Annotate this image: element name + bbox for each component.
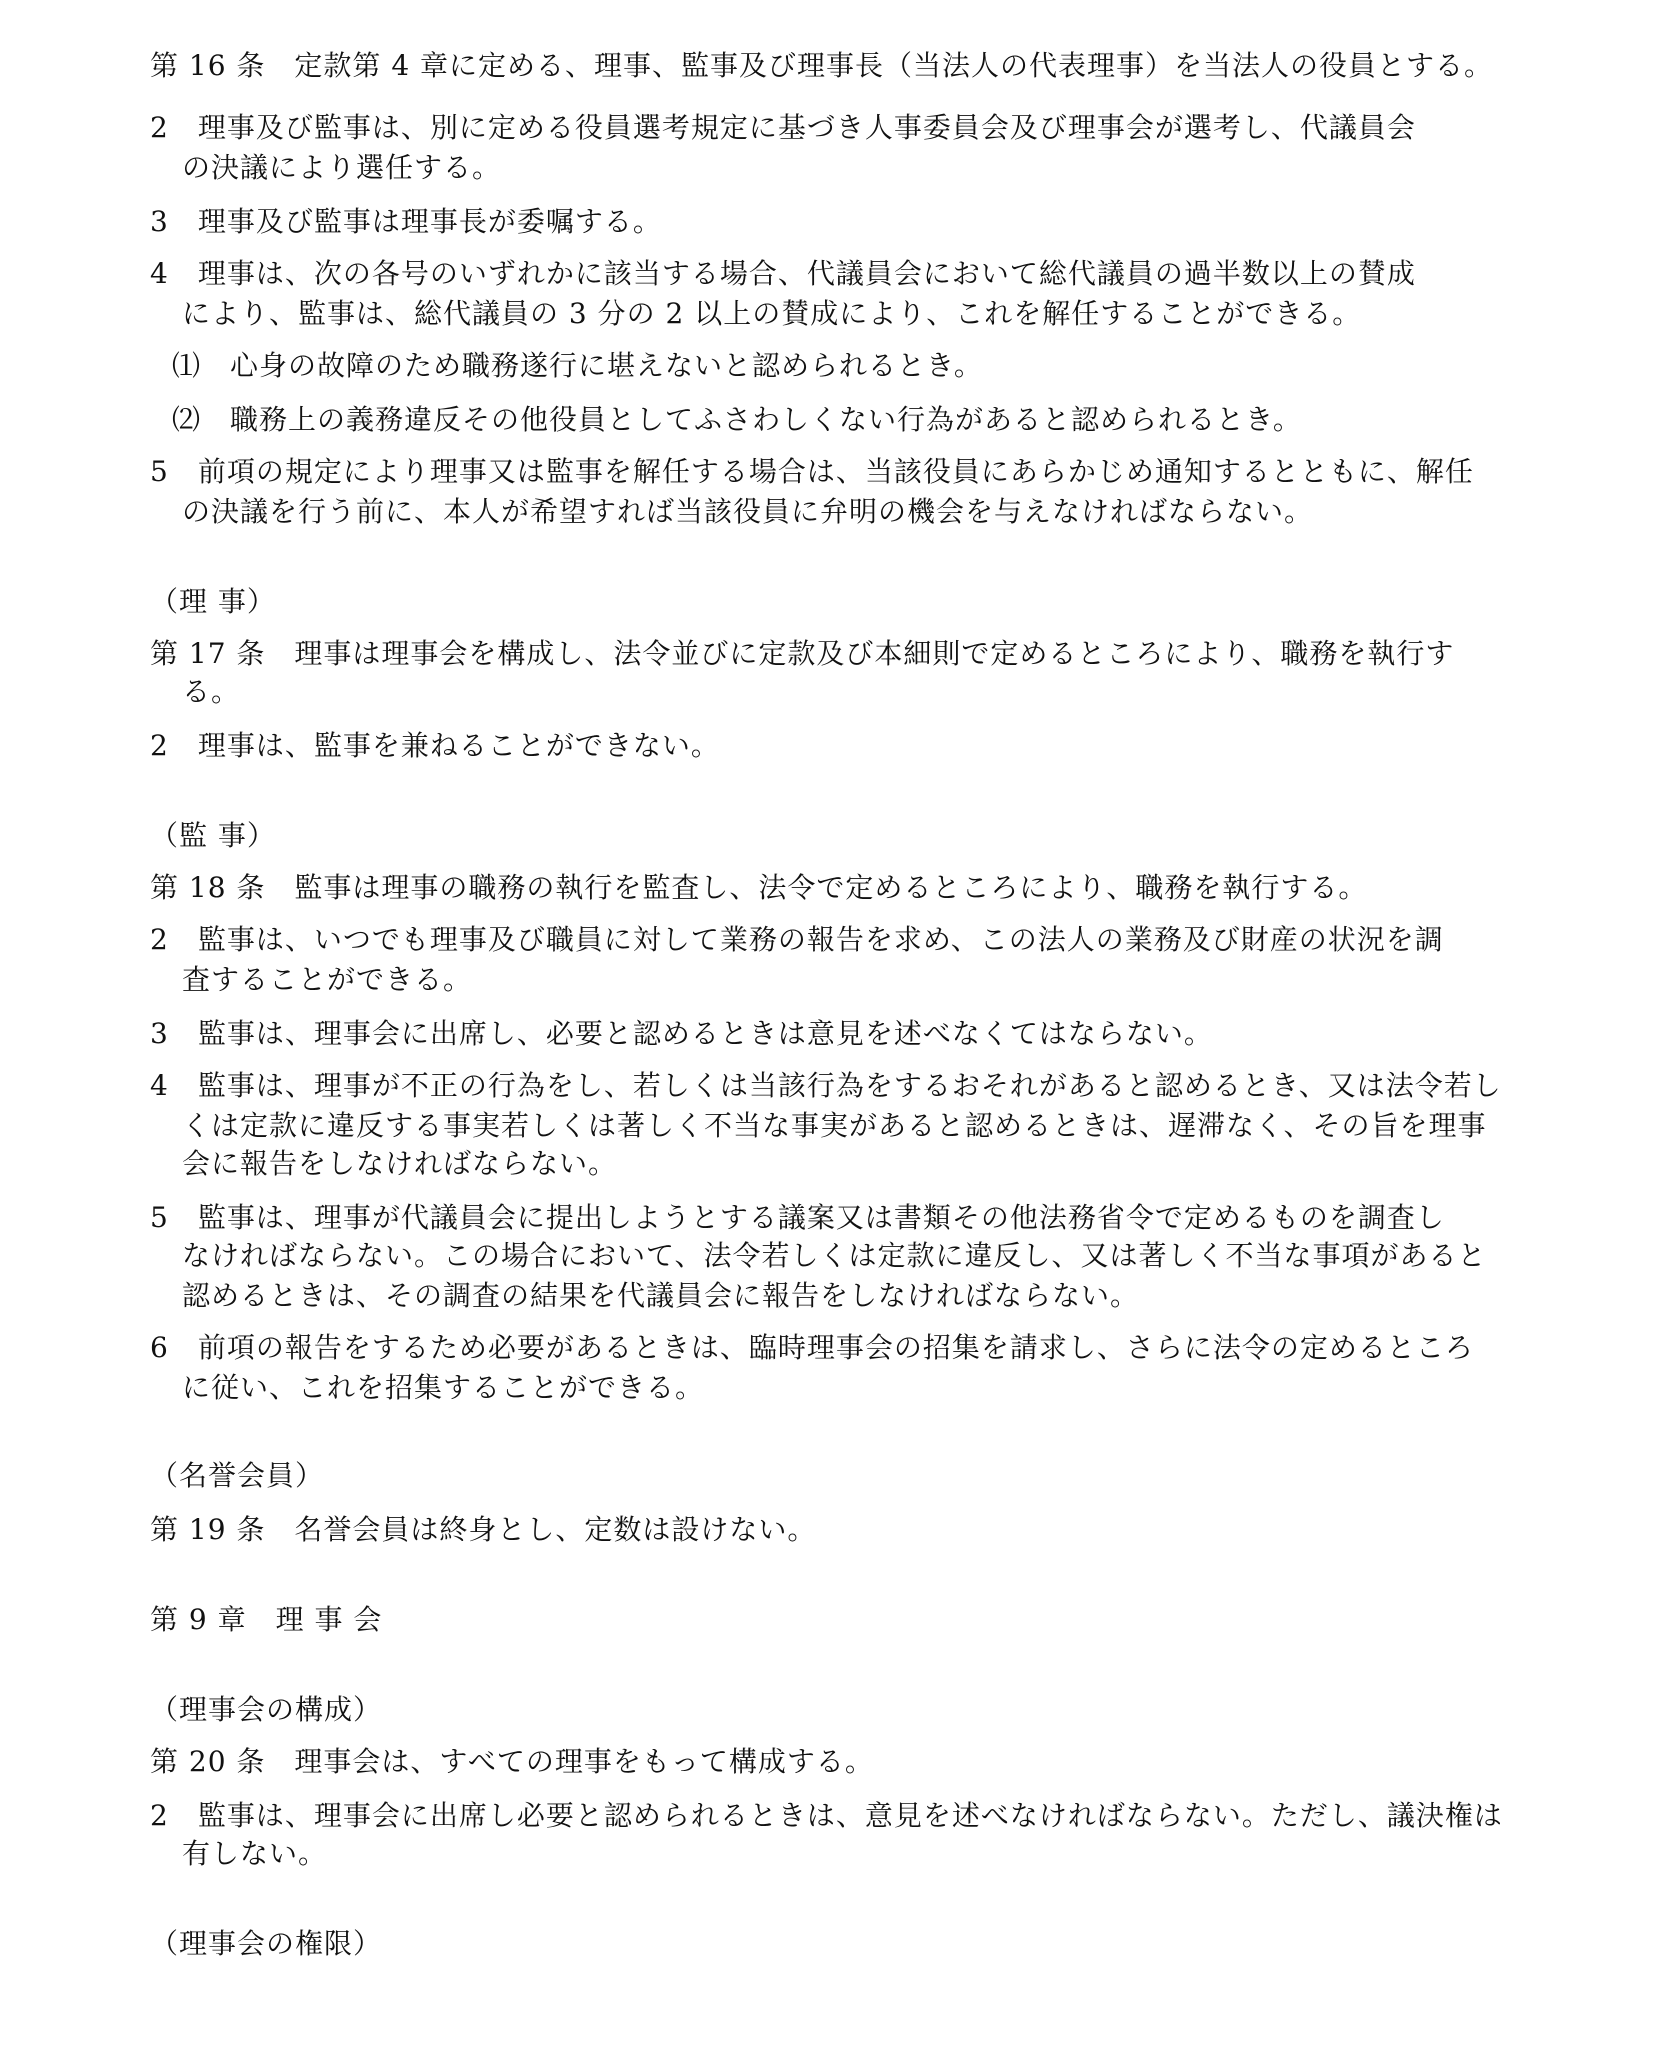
article-16-para-4-cont: により、監事は、総代議員の 3 分の 2 以上の賛成により、これを解任することができる。 xyxy=(182,297,1362,330)
article-20-para-2-cont: 有しない。 xyxy=(182,1837,328,1870)
article-18-para-6-cont: に従い、これを招集することができる。 xyxy=(182,1371,705,1404)
article-18-para-6: 6 前項の報告をするため必要があるときは、臨時理事会の招集を請求し、さらに法令の定めるところ xyxy=(150,1331,1474,1364)
article-16-para-2: 2 理事及び監事は、別に定める役員選考規定に基づき人事委員会及び理事会が選考し、代議員会 xyxy=(150,111,1416,144)
heading-board-authority: （理事会の権限） xyxy=(150,1927,383,1960)
heading-board-composition: （理事会の構成） xyxy=(150,1693,383,1726)
article-18-para-4-cont-1: くは定款に違反する事実若しくは著しく不当な事実があると認めるときは、遅滞なく、その旨を理事 xyxy=(182,1109,1487,1142)
article-16-item-1: ⑴ 心身の故障のため職務遂行に堪えないと認められるとき。 xyxy=(172,349,983,382)
article-20: 第 20 条 理事会は、すべての理事をもって構成する。 xyxy=(150,1745,874,1778)
article-16-item-2: ⑵ 職務上の義務違反その他役員としてふさわしくない行為があると認められるとき。 xyxy=(172,403,1302,436)
article-17-para-2: 2 理事は、監事を兼ねることができない。 xyxy=(150,729,720,762)
article-16: 第 16 条 定款第 4 章に定める、理事、監事及び理事長（当法人の代表理事）を当法人の役員とする。 xyxy=(150,49,1494,82)
article-18-para-5-cont-2: 認めるときは、その調査の結果を代議員会に報告をしなければならない。 xyxy=(182,1279,1140,1312)
article-18-para-4: 4 監事は、理事が不正の行為をし、若しくは当該行為をするおそれがあると認めるとき、又は法令若し xyxy=(150,1069,1502,1102)
article-18: 第 18 条 監事は理事の職務の執行を監査し、法令で定めるところにより、職務を執行する。 xyxy=(150,871,1368,904)
article-19: 第 19 条 名誉会員は終身とし、定数は設けない。 xyxy=(150,1513,817,1546)
article-16-para-5-cont: の決議を行う前に、本人が希望すれば当該役員に弁明の機会を与えなければならない。 xyxy=(182,495,1314,528)
chapter-9-title: 第 9 章 理 事 会 xyxy=(150,1603,383,1636)
article-18-para-2: 2 監事は、いつでも理事及び職員に対して業務の報告を求め、この法人の業務及び財産の状況を調 xyxy=(150,923,1444,956)
heading-directors: （理 事） xyxy=(150,585,276,618)
article-17-cont: る。 xyxy=(182,675,241,708)
article-16-para-2-cont: の決議により選任する。 xyxy=(182,151,502,184)
article-16-para-4: 4 理事は、次の各号のいずれかに該当する場合、代議員会において総代議員の過半数以上の賛成 xyxy=(150,257,1416,290)
article-20-para-2: 2 監事は、理事会に出席し必要と認められるときは、意見を述べなければならない。ただし、議決権は xyxy=(150,1799,1503,1832)
article-18-para-2-cont: 査することができる。 xyxy=(182,963,473,996)
article-18-para-3: 3 監事は、理事会に出席し、必要と認めるときは意見を述べなくてはならない。 xyxy=(150,1017,1213,1050)
heading-auditors: （監 事） xyxy=(150,819,276,852)
article-16-para-5: 5 前項の規定により理事又は監事を解任する場合は、当該役員にあらかじめ通知するとともに、解任 xyxy=(150,455,1474,488)
article-17: 第 17 条 理事は理事会を構成し、法令並びに定款及び本細則で定めるところにより、職務を執行す xyxy=(150,637,1455,670)
heading-honorary-members: （名誉会員） xyxy=(150,1459,325,1492)
article-18-para-5-cont-1: なければならない。この場合において、法令若しくは定款に違反し、又は著しく不当な事項があると xyxy=(182,1239,1487,1272)
article-18-para-4-cont-2: 会に報告をしなければならない。 xyxy=(182,1147,618,1180)
article-18-para-5: 5 監事は、理事が代議員会に提出しようとする議案又は書類その他法務省令で定めるものを調査し xyxy=(150,1201,1445,1234)
article-16-para-3: 3 理事及び監事は理事長が委嘱する。 xyxy=(150,205,662,238)
